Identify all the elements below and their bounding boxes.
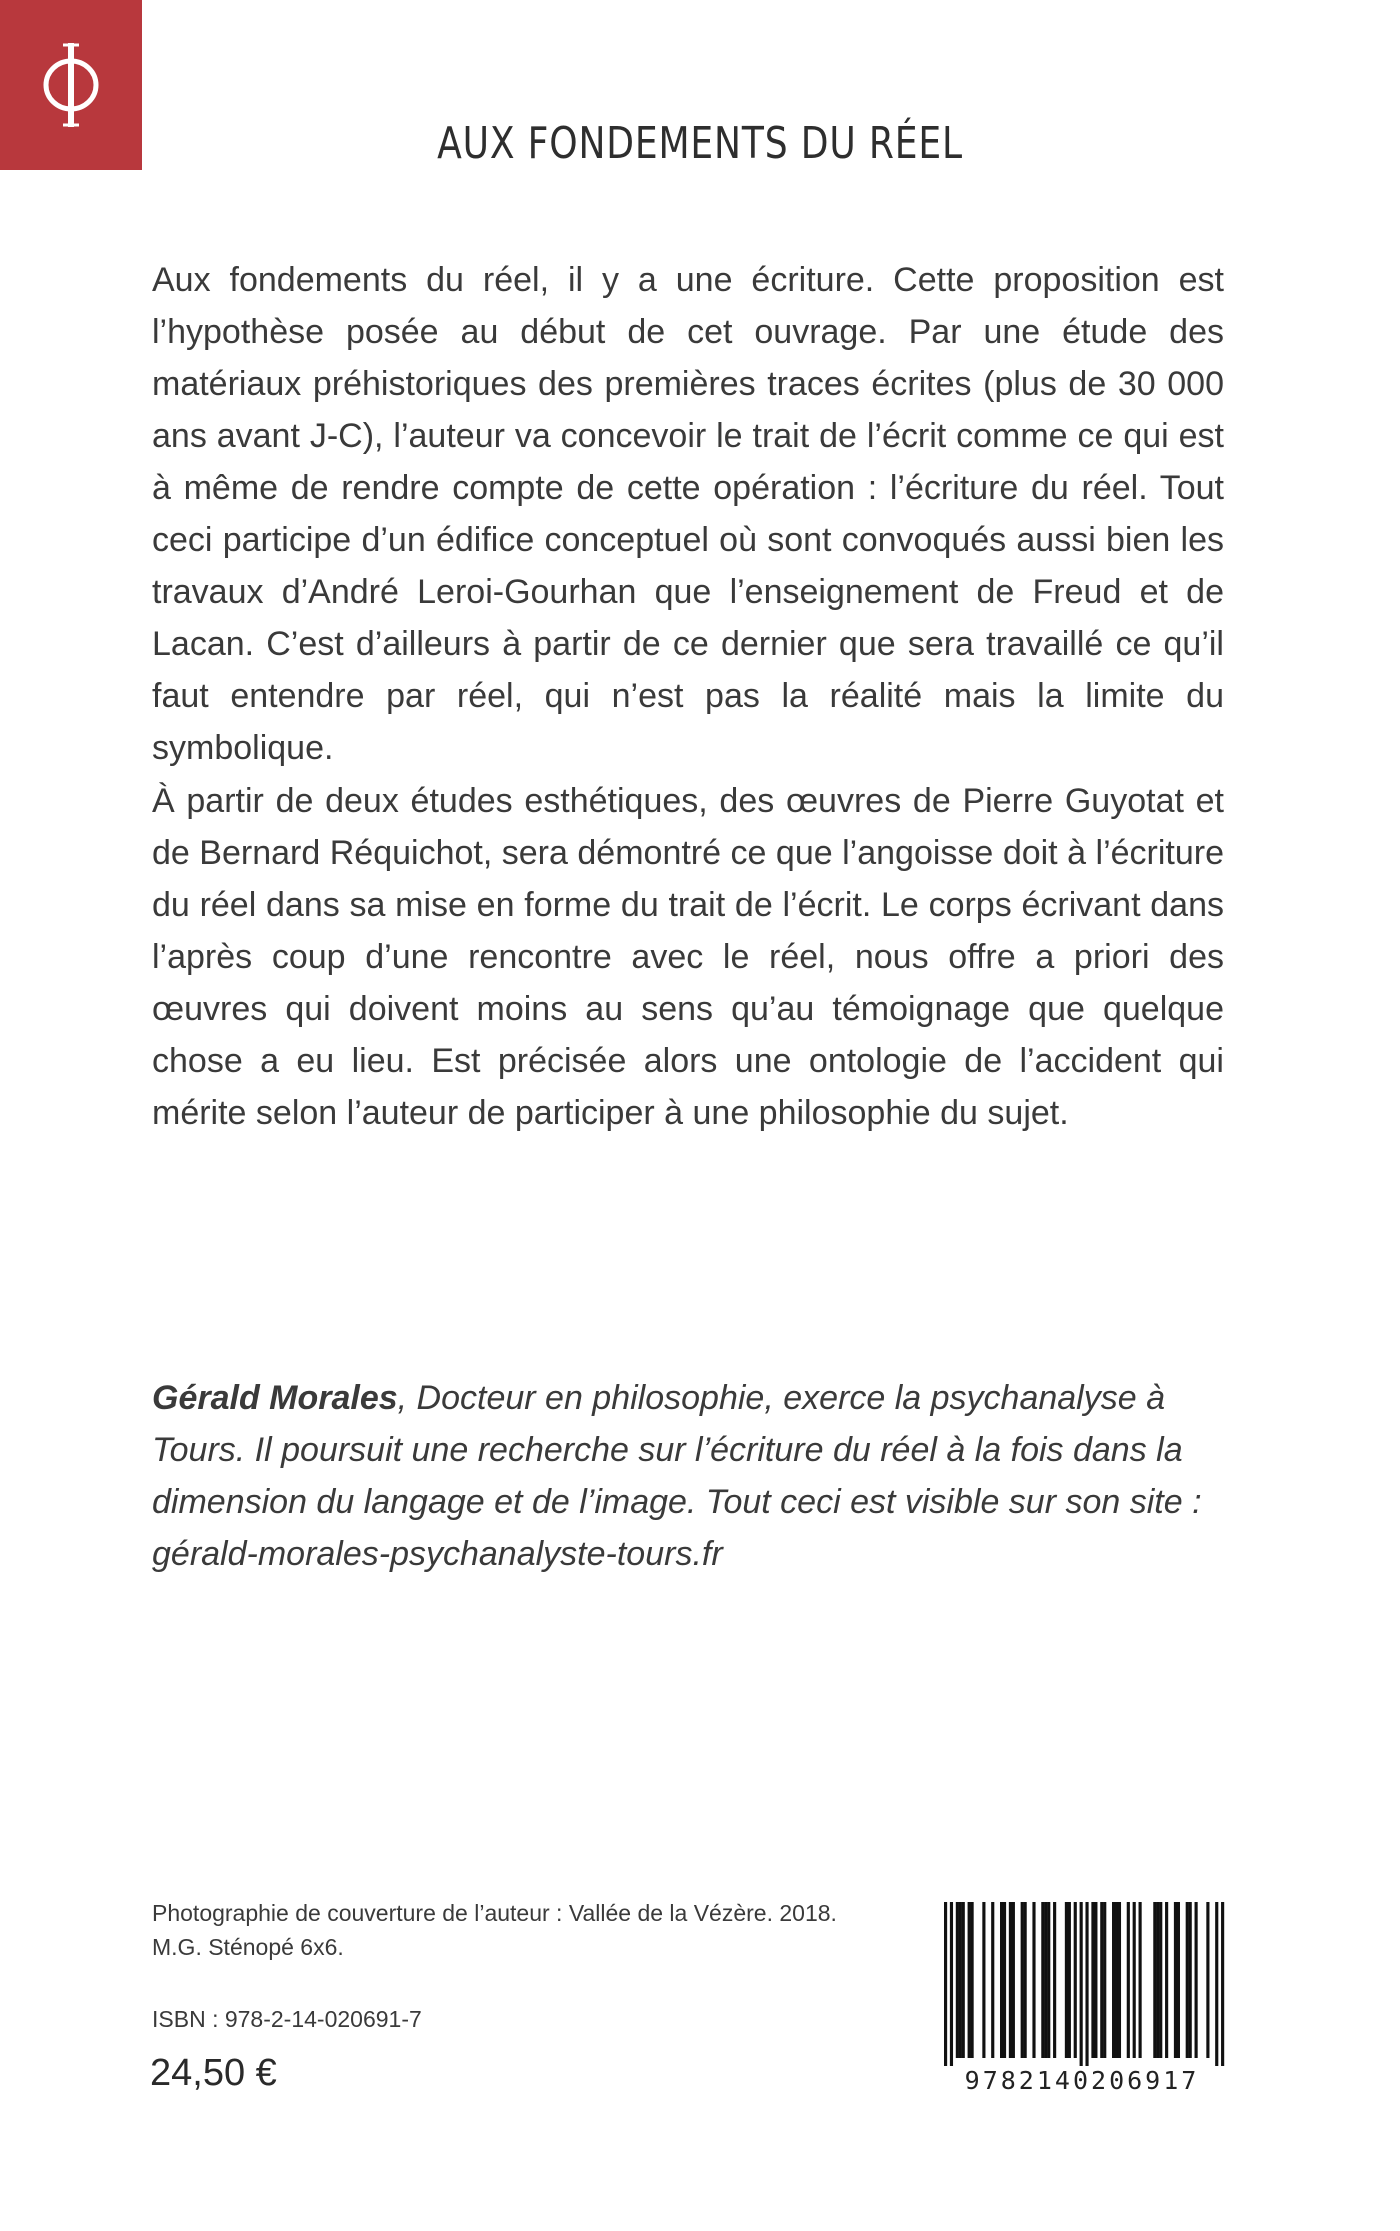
barcode-bar (1100, 1902, 1103, 2058)
barcode-bar (1103, 1902, 1106, 2058)
barcode-bar (1074, 1902, 1077, 2058)
barcode-bar (1112, 1902, 1115, 2058)
barcode-bar (1153, 1902, 1156, 2058)
barcode-bar (968, 1902, 971, 2058)
barcode-bar (944, 1902, 947, 2066)
barcode-bar (1165, 1902, 1168, 2058)
barcode-bar (950, 1902, 953, 2066)
barcode-bar (971, 1902, 974, 2058)
isbn: ISBN : 978-2-14-020691-7 (152, 2006, 422, 2032)
barcode-bar (1053, 1902, 1056, 2058)
barcode-bar (1068, 1902, 1071, 2058)
barcode-bar (1021, 1902, 1024, 2058)
author-bio-text: , Docteur en philosophie, exerce la psychanalyse à Tours. Il poursuit une recherche sur l’écriture du réel à la fois dans la dimension du langage et de l’image. Tout ceci est visible sur son site : gérald-morales-psychanalyste-tours.fr (152, 1379, 1202, 1573)
barcode-bar (1065, 1902, 1068, 2058)
barcode-bar (1177, 1902, 1180, 2058)
barcode-bar (1189, 1902, 1192, 2058)
price: 24,50 € (150, 2052, 277, 2094)
barcode-bar (1115, 1902, 1118, 2058)
barcode-bar (956, 1902, 959, 2058)
author-bio (152, 1372, 1230, 1580)
barcode-bars (932, 1898, 1232, 2066)
summary-paragraph-1: Aux fondements du réel, il y a une écriture. Cette proposition est l’hypothèse posée au début de cet ouvrage. Par une étude des matériaux préhistoriques des premières traces écrites (plus de 30 000 ans avant J-C), l’auteur va concevoir le trait de l’écrit comme ce qui est à même de rendre compte de cette opération : l’écriture du réel. Tout ceci participe d’un édifice conceptuel où sont convoqués aussi bien les travaux d’André Leroi-Gourhan que l’enseignement de Freud et de Lacan. C’est d’ailleurs à partir de ce dernier que sera travaillé ce qu’il faut entendre par réel, qui n’est pas la réalité mais la limite du symbolique. (152, 261, 1224, 767)
barcode-bar (1047, 1902, 1050, 2058)
barcode-bar (1085, 1902, 1088, 2066)
barcode-bar (982, 1902, 985, 2058)
barcode-bar (1139, 1902, 1142, 2058)
barcode-bar (1221, 1902, 1224, 2066)
barcode-bar (1024, 1902, 1027, 2058)
book-title: AUX FONDEMENTS DU RÉEL (437, 118, 963, 169)
barcode-bar (1044, 1902, 1047, 2058)
phi-icon (39, 37, 103, 133)
barcode-bar (1080, 1902, 1083, 2066)
barcode-bar (1206, 1902, 1209, 2058)
barcode-bar (1215, 1902, 1218, 2066)
barcode-bar (1012, 1902, 1015, 2058)
barcode-bar (1041, 1902, 1044, 2058)
barcode-bar (1195, 1902, 1198, 2058)
publisher-logo (0, 0, 142, 170)
barcode-bar (962, 1902, 965, 2058)
summary-paragraph-2: À partir de deux études esthétiques, des œuvres de Pierre Guyotat et de Bernard Réquichot, sera démontré ce que l’angoisse doit à l’écriture du réel dans sa mise en forme du trait de l’écrit. Le corps écrivant dans l’après coup d’une rencontre avec le réel, nous offre a priori des œuvres qui doivent moins au sens qu’au témoignage que quelque chose a eu lieu. Est précisée alors une ontologie de l’accident qui mérite selon l’auteur de participer à une philosophie du sujet. (152, 782, 1224, 1132)
photo-credit-line-2: M.G. Sténopé 6x6. (152, 1934, 344, 1960)
barcode-bar (1174, 1902, 1177, 2058)
barcode-bar (1156, 1902, 1159, 2058)
barcode-bar (959, 1902, 962, 2058)
photo-credit-line-1: Photographie de couverture de l’auteur : Vallée de la Vézère. 2018. (152, 1900, 837, 1926)
barcode-bar (1009, 1902, 1012, 2058)
barcode-bar (1091, 1902, 1094, 2058)
barcode-bar (1127, 1902, 1130, 2058)
barcode-bar (1032, 1902, 1035, 2058)
barcode-bar (991, 1902, 994, 2058)
barcode-bar (1133, 1902, 1136, 2058)
barcode-bar (1186, 1902, 1189, 2058)
barcode-bar (1000, 1902, 1003, 2058)
barcode-bar (1003, 1902, 1006, 2058)
barcode-digits: 9782140206917 (964, 2066, 1200, 2095)
photo-credit (152, 1896, 837, 1964)
barcode-bar (1118, 1902, 1121, 2058)
barcode-bar (1159, 1902, 1162, 2058)
barcode (932, 1898, 1232, 2098)
author-name: Gérald Morales (152, 1379, 398, 1417)
barcode-bar (1094, 1902, 1097, 2058)
